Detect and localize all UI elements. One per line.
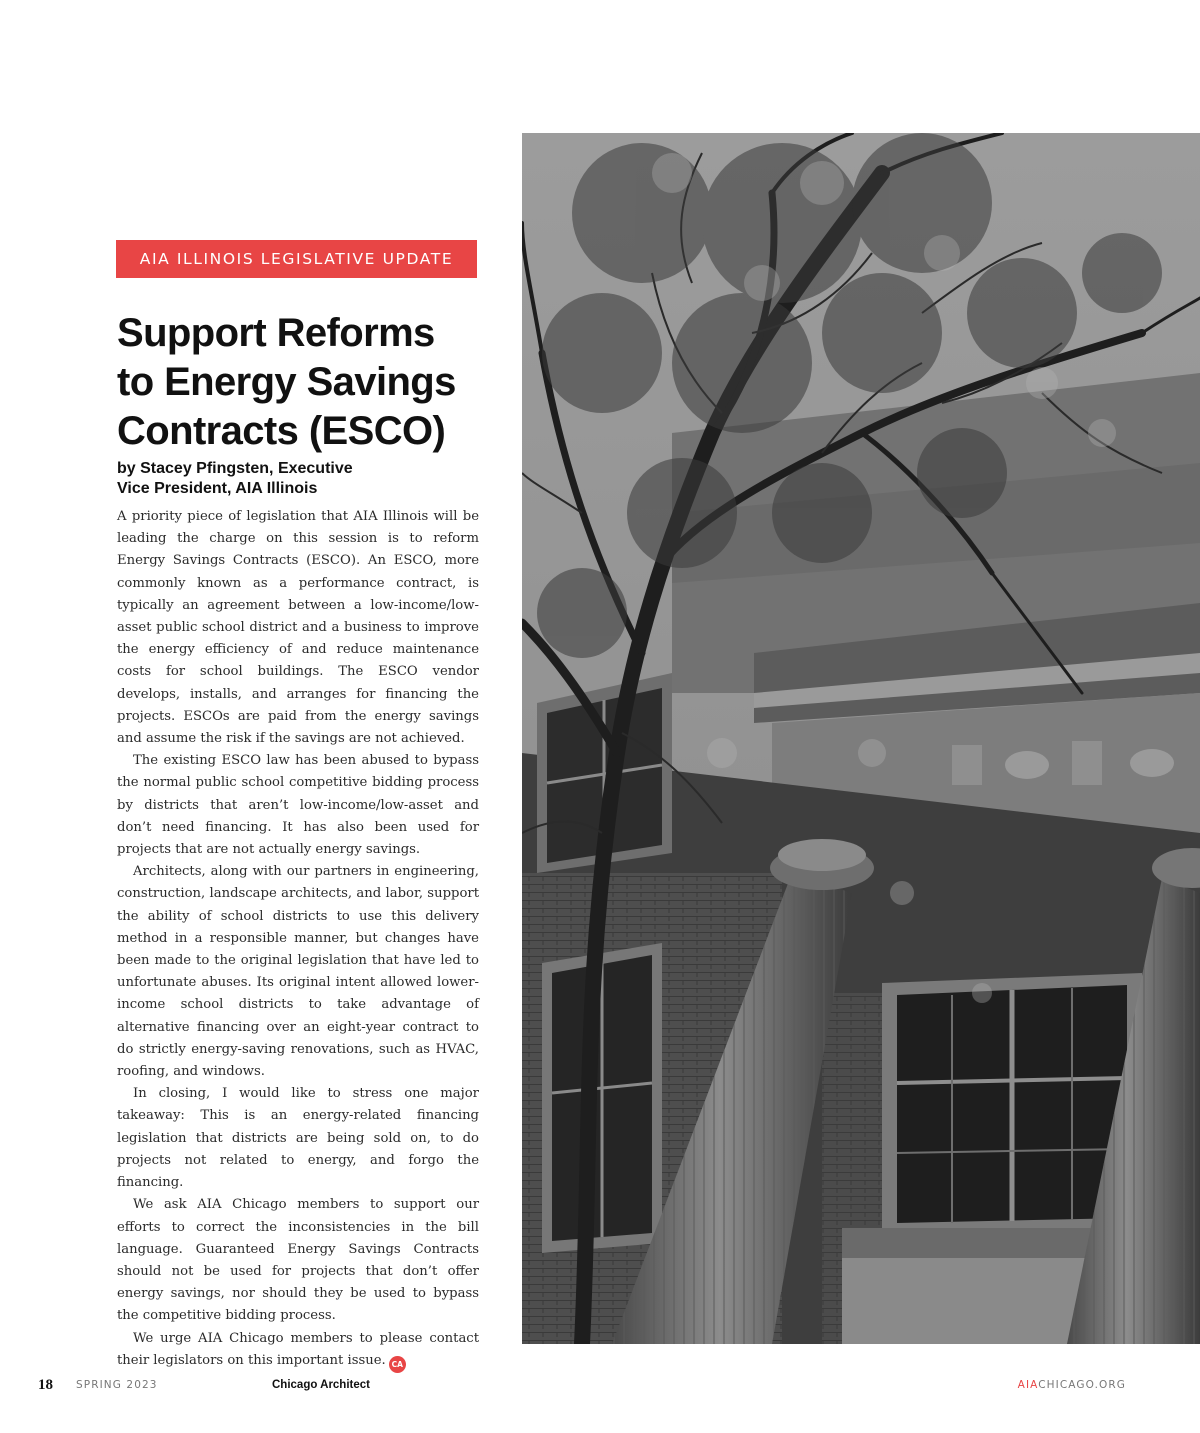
body-paragraph: We ask AIA Chicago members to support our efforts to correct the inconsistencies in the bill language. Guaranteed Energy Savings Contracts should not be used for projects that don’t offer energy savings, nor should they be used to bypass the competitive bidding process.	[117, 1197, 479, 1324]
body-paragraph-text: We urge AIA Chicago members to please contact their legislators on this important issue.	[117, 1330, 479, 1368]
magazine-name: Chicago Architect	[272, 1379, 370, 1391]
end-mark-icon: CA	[389, 1356, 406, 1373]
body-paragraph: The existing ESCO law has been abused to bypass the normal public school competitive bidding process by districts that aren’t low-income/low-asset and don’t need financing. It has also been used for projects that are not actually energy savings.	[117, 753, 479, 858]
byline-line: Vice President, AIA Illinois	[117, 480, 318, 497]
byline-line: by Stacey Pfingsten, Executive	[117, 460, 353, 477]
building-photo-icon	[522, 133, 1200, 1344]
byline	[117, 459, 497, 499]
body-paragraph: A priority piece of legislation that AIA Illinois will be leading the charge on this session is to reform Energy Savings Contracts (ESCO). An ESCO, more commonly known as a performance contract, is typically an agreement between a low-income/low-asset public school district and a business to improve the energy efficiency of and reduce maintenance costs for school buildings. The ESCO vendor develops, installs, and arranges for financing the projects. ESCOs are paid from the energy savings and assume the risk if the savings are not achieved.	[117, 509, 479, 747]
building-photo	[522, 133, 1200, 1344]
website-url	[1018, 1378, 1126, 1392]
article-body	[117, 506, 479, 1373]
website-url-accent: AIA	[1017, 1379, 1039, 1391]
section-tag: AIA ILLINOIS LEGISLATIVE UPDATE	[116, 240, 477, 278]
body-paragraph: Architects, along with our partners in engineering, construction, landscape architects, and labor, support the ability of school districts to use this delivery method in a responsible manner, but changes have been made to the original legislation that have led to unfortunate abuses. Its original intent allowed lower-income school districts to take advantage of alternative financing over an eight-year contract to do strictly energy-saving renovations, such as HVAC, roofing, and windows.	[117, 864, 479, 1080]
title-line: Contracts (ESCO)	[117, 409, 446, 453]
title-line: Support Reforms	[117, 311, 435, 355]
page-number: 18	[38, 1377, 53, 1393]
issue-label: SPRING 2023	[76, 1379, 158, 1391]
body-paragraph: In closing, I would like to stress one major takeaway: This is an energy-related financing legislation that districts are being sold on, to do projects not related to energy, and forgo the financing.	[117, 1086, 479, 1191]
article-title	[117, 309, 497, 456]
website-url-rest: CHICAGO.ORG	[1038, 1379, 1126, 1391]
title-line: to Energy Savings	[117, 360, 456, 404]
body-paragraph-last	[117, 1328, 479, 1373]
